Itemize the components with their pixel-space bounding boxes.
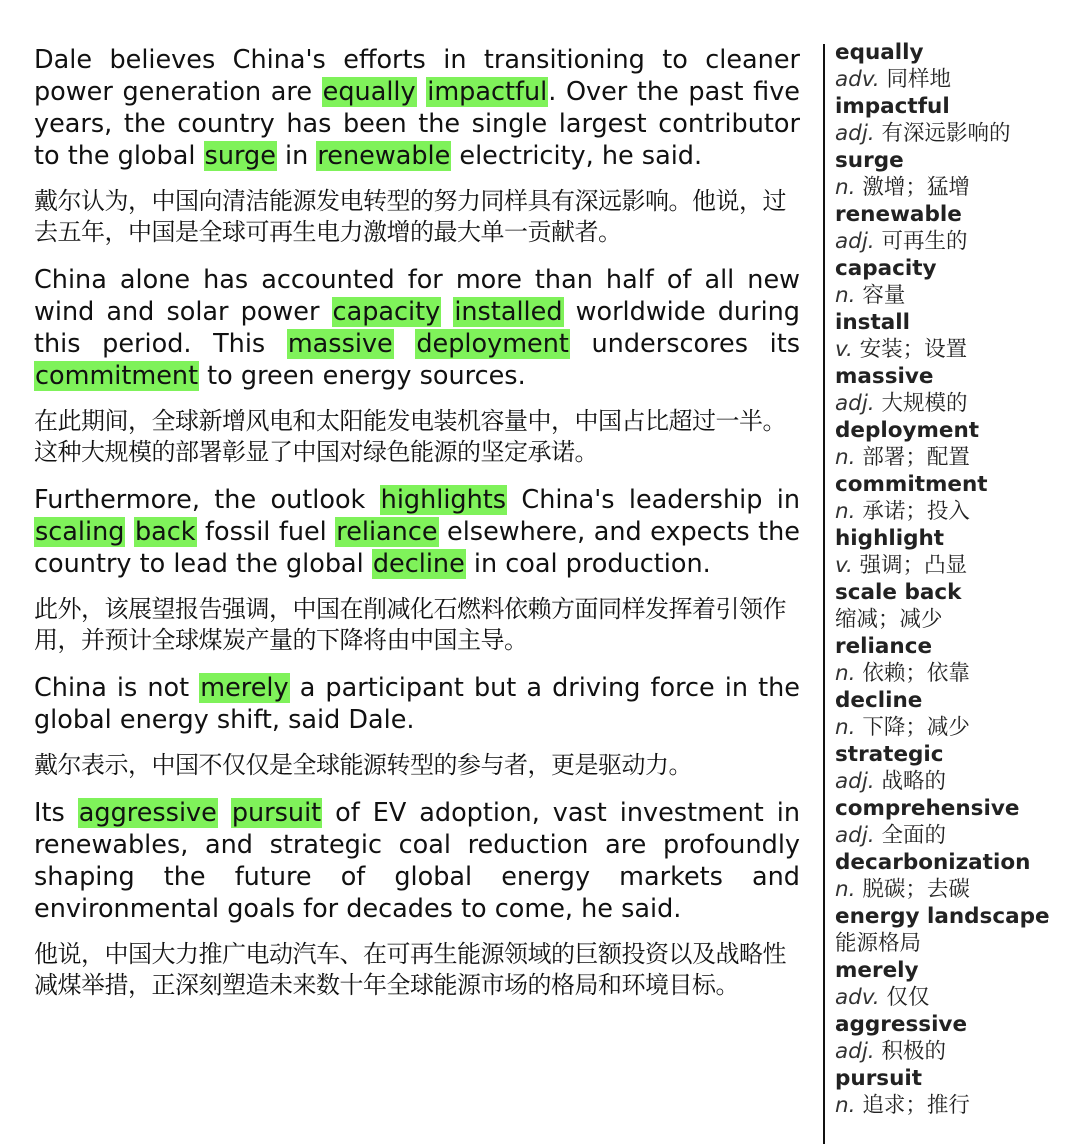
highlighted-vocab-word: aggressive bbox=[78, 798, 217, 828]
highlighted-vocab-word: merely bbox=[200, 673, 289, 703]
definition-text: 全面的 bbox=[881, 823, 946, 848]
glossary-term: massive bbox=[835, 364, 934, 389]
glossary-definition bbox=[835, 228, 1063, 256]
part-of-speech: n. bbox=[835, 445, 856, 470]
glossary-definition bbox=[835, 822, 1063, 850]
glossary-term: merely bbox=[835, 958, 919, 983]
definition-text: 同样地 bbox=[886, 67, 951, 92]
definition-text: 依赖；依靠 bbox=[862, 661, 970, 686]
paragraph-text: to green energy sources. bbox=[199, 361, 526, 391]
definition-text: 承诺；投入 bbox=[862, 499, 970, 524]
chinese-translation: 此外，该展望报告强调，中国在削减化石燃料依赖方面同样发挥着引领作用，并预计全球煤炭产量的下降将由中国主导。 bbox=[34, 595, 786, 654]
glossary-definition bbox=[835, 606, 1063, 634]
glossary-term: decline bbox=[835, 688, 923, 713]
paragraph-text: electricity, he said. bbox=[451, 141, 703, 171]
glossary-term: pursuit bbox=[835, 1066, 923, 1091]
paragraph-text: Dale believes China's efforts in transitioning to cleaner power generation are bbox=[34, 45, 800, 107]
chinese-translation: 在此期间，全球新增风电和太阳能发电装机容量中，中国占比超过一半。这种大规模的部署彰显了中国对绿色能源的坚定承诺。 bbox=[34, 407, 786, 466]
part-of-speech: adj. bbox=[835, 121, 875, 146]
highlighted-vocab-word: highlights bbox=[380, 485, 507, 515]
highlighted-vocab-word: installed bbox=[454, 297, 563, 327]
glossary-term: energy landscape bbox=[835, 904, 1050, 929]
highlighted-vocab-word: reliance bbox=[336, 517, 438, 547]
glossary-term: impactful bbox=[835, 94, 950, 119]
definition-text: 缩减；减少 bbox=[835, 607, 943, 632]
highlighted-vocab-word: scaling bbox=[35, 517, 125, 547]
part-of-speech: adj. bbox=[835, 823, 875, 848]
part-of-speech: adv. bbox=[835, 985, 880, 1010]
part-of-speech: n. bbox=[835, 175, 856, 200]
glossary-term: commitment bbox=[835, 472, 988, 497]
paragraph-text bbox=[125, 517, 134, 547]
part-of-speech: v. bbox=[835, 553, 853, 578]
highlighted-vocab-word: decline bbox=[372, 549, 465, 579]
definition-text: 有深远影响的 bbox=[881, 121, 1011, 146]
glossary-definition bbox=[835, 444, 1063, 472]
chinese-translation: 戴尔表示，中国不仅仅是全球能源转型的参与者，更是驱动力。 bbox=[34, 751, 692, 779]
english-paragraph bbox=[34, 44, 800, 172]
glossary-definition bbox=[835, 984, 1063, 1012]
glossary-definition bbox=[835, 498, 1063, 526]
glossary-term: decarbonization bbox=[835, 850, 1031, 875]
glossary-term: renewable bbox=[835, 202, 962, 227]
definition-text: 激增；猛增 bbox=[862, 175, 970, 200]
definition-text: 战略的 bbox=[881, 769, 946, 794]
highlighted-vocab-word: commitment bbox=[35, 361, 199, 391]
article-body bbox=[34, 44, 800, 1017]
english-paragraph bbox=[34, 797, 800, 925]
glossary-term: scale back bbox=[835, 580, 962, 605]
vocabulary-glossary bbox=[835, 40, 1063, 1120]
definition-text: 容量 bbox=[862, 283, 906, 308]
glossary-definition bbox=[835, 174, 1063, 202]
definition-text: 追求；推行 bbox=[862, 1093, 970, 1118]
highlighted-vocab-word: renewable bbox=[317, 141, 451, 171]
highlighted-vocab-word: back bbox=[134, 517, 196, 547]
paragraph-text: fossil fuel bbox=[196, 517, 336, 547]
glossary-definition bbox=[835, 660, 1063, 688]
part-of-speech: n. bbox=[835, 1093, 856, 1118]
part-of-speech: n. bbox=[835, 283, 856, 308]
glossary-term: reliance bbox=[835, 634, 933, 659]
glossary-term: highlight bbox=[835, 526, 945, 551]
definition-text: 下降；减少 bbox=[862, 715, 970, 740]
english-paragraph bbox=[34, 264, 800, 392]
definition-text: 能源格局 bbox=[835, 931, 922, 956]
paragraph-text: Furthermore, the outlook bbox=[34, 485, 380, 515]
highlighted-vocab-word: massive bbox=[287, 329, 393, 359]
part-of-speech: adj. bbox=[835, 391, 875, 416]
english-paragraph bbox=[34, 484, 800, 580]
glossary-definition bbox=[835, 1038, 1063, 1066]
glossary-definition bbox=[835, 120, 1063, 148]
glossary-definition bbox=[835, 714, 1063, 742]
glossary-term: strategic bbox=[835, 742, 944, 767]
part-of-speech: n. bbox=[835, 499, 856, 524]
column-divider bbox=[823, 44, 825, 1144]
glossary-term: capacity bbox=[835, 256, 937, 281]
part-of-speech: adj. bbox=[835, 769, 875, 794]
paragraph-text: in bbox=[276, 141, 317, 171]
paragraph-text bbox=[441, 297, 453, 327]
paragraph-text bbox=[417, 77, 427, 107]
paragraph-text: . Over the past five years, the country has been the single largest contributor to the global bbox=[34, 77, 800, 171]
highlighted-vocab-word: capacity bbox=[332, 297, 441, 327]
glossary-definition bbox=[835, 336, 1063, 364]
paragraph-text: elsewhere, and expects the country to lead the global bbox=[34, 517, 800, 579]
paragraph-text: in coal production. bbox=[465, 549, 711, 579]
part-of-speech: n. bbox=[835, 877, 856, 902]
chinese-translation: 戴尔认为，中国向清洁能源发电转型的努力同样具有深远影响。他说，过去五年，中国是全球可再生电力激增的最大单一贡献者。 bbox=[34, 187, 786, 246]
part-of-speech: n. bbox=[835, 715, 856, 740]
highlighted-vocab-word: pursuit bbox=[231, 798, 322, 828]
paragraph-text: China alone has accounted for more than half of all new wind and solar power bbox=[34, 265, 800, 327]
glossary-term: surge bbox=[835, 148, 904, 173]
paragraph-text bbox=[218, 798, 231, 828]
glossary-definition bbox=[835, 390, 1063, 418]
paragraph-text: China's leadership in bbox=[507, 485, 800, 515]
glossary-term: equally bbox=[835, 40, 924, 65]
glossary-term: aggressive bbox=[835, 1012, 968, 1037]
definition-text: 积极的 bbox=[881, 1039, 946, 1064]
definition-text: 可再生的 bbox=[881, 229, 968, 254]
paragraph-text: a participant but a driving force in the global energy shift, said Dale. bbox=[34, 673, 800, 735]
english-paragraph bbox=[34, 672, 800, 736]
glossary-definition bbox=[835, 768, 1063, 796]
chinese-translation: 他说，中国大力推广电动汽车、在可再生能源领域的巨额投资以及战略性减煤举措，正深刻塑造未来数十年全球能源市场的格局和环境目标。 bbox=[34, 940, 786, 999]
paragraph-text: China is not bbox=[34, 673, 200, 703]
paragraph-text: underscores its bbox=[569, 329, 800, 359]
definition-text: 仅仅 bbox=[886, 985, 930, 1010]
highlighted-vocab-word: impactful bbox=[427, 77, 548, 107]
definition-text: 大规模的 bbox=[881, 391, 968, 416]
part-of-speech: adv. bbox=[835, 67, 880, 92]
glossary-term: deployment bbox=[835, 418, 980, 443]
glossary-definition bbox=[835, 282, 1063, 310]
part-of-speech: adj. bbox=[835, 229, 875, 254]
part-of-speech: adj. bbox=[835, 1039, 875, 1064]
glossary-term: install bbox=[835, 310, 910, 335]
definition-text: 强调；凸显 bbox=[859, 553, 968, 578]
definition-text: 部署；配置 bbox=[862, 445, 970, 470]
part-of-speech: n. bbox=[835, 661, 856, 686]
glossary-definition bbox=[835, 66, 1063, 94]
highlighted-vocab-word: deployment bbox=[416, 329, 569, 359]
paragraph-text: Its bbox=[34, 798, 78, 828]
part-of-speech: v. bbox=[835, 337, 853, 362]
paragraph-text: of EV adoption, vast investment in renewables, and strategic coal reduction are profoundly shaping the future of global energy markets and environmental goals for decades to come, he said. bbox=[34, 798, 800, 924]
paragraph-text: worldwide during this period. This bbox=[34, 297, 800, 359]
highlighted-vocab-word: equally bbox=[322, 77, 416, 107]
highlighted-vocab-word: surge bbox=[204, 141, 276, 171]
glossary-definition bbox=[835, 552, 1063, 580]
definition-text: 安装；设置 bbox=[859, 337, 968, 362]
glossary-definition bbox=[835, 930, 1063, 958]
glossary-term: comprehensive bbox=[835, 796, 1020, 821]
definition-text: 脱碳；去碳 bbox=[862, 877, 970, 902]
glossary-definition bbox=[835, 1092, 1063, 1120]
paragraph-text bbox=[394, 329, 416, 359]
glossary-definition bbox=[835, 876, 1063, 904]
